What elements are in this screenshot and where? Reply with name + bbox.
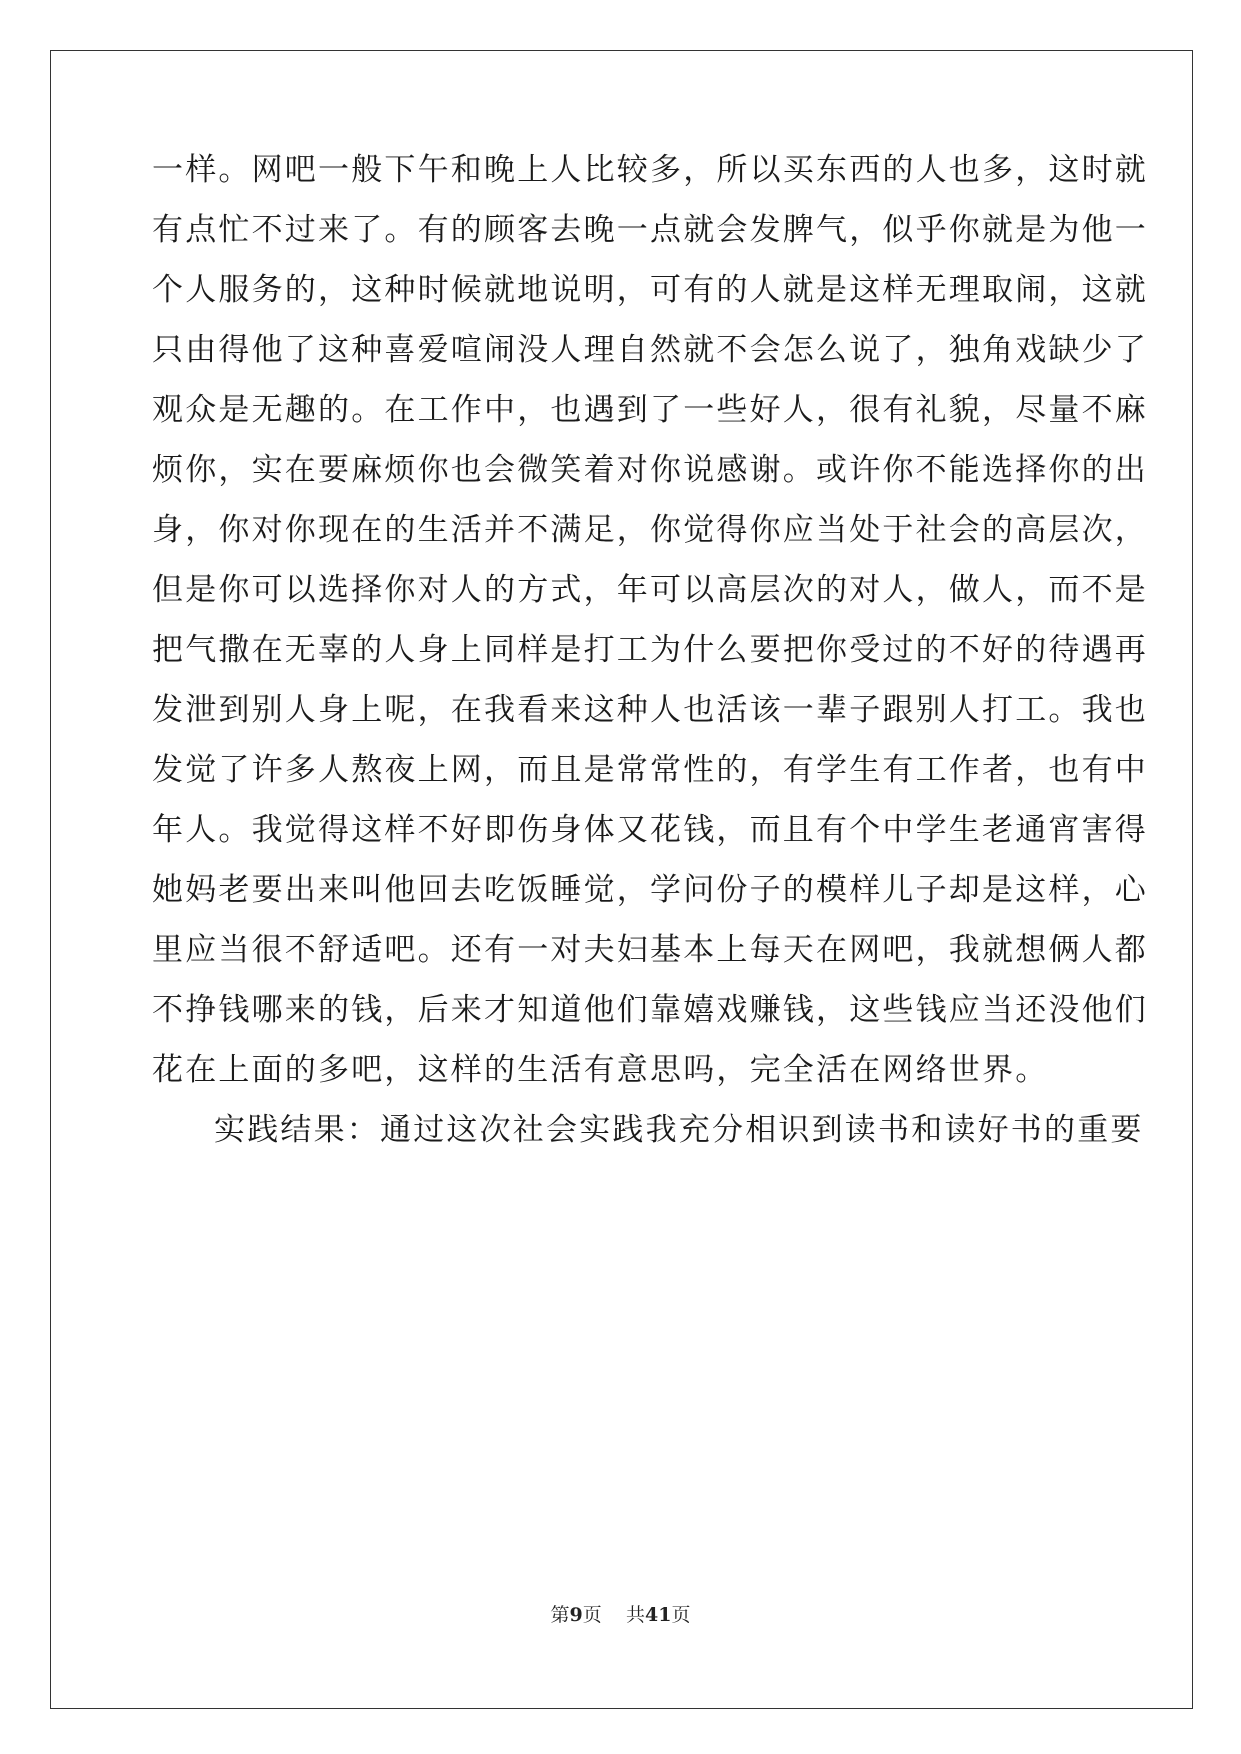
text-line: 发泄到别人身上呢，在我看来这种人也活该一辈子跟别人打工。我也: [152, 692, 1148, 728]
text-line: 观众是无趣的。在工作中，也遇到了一些好人，很有礼貌，尽量不麻: [152, 392, 1148, 428]
page-number: 9: [569, 1604, 583, 1626]
text-line: 但是你可以选择你对人的方式，年可以高层次的对人，做人，而不是: [152, 572, 1148, 608]
page-unit: 页: [582, 1604, 602, 1626]
total-unit: 页: [671, 1604, 691, 1626]
text-line: 有点忙不过来了。有的顾客去晚一点就会发脾气，似乎你就是为他一: [152, 212, 1148, 248]
text-line: 年人。我觉得这样不好即伤身体又花钱，而且有个中学生老通宵害得: [152, 812, 1148, 848]
text-line: 里应当很不舒适吧。还有一对夫妇基本上每天在网吧，我就想俩人都: [152, 932, 1148, 968]
text-line: 只由得他了这种喜爱喧闹没人理自然就不会怎么说了，独角戏缺少了: [152, 332, 1148, 368]
text-line: 花在上面的多吧，这样的生活有意思吗，完全活在网络世界。: [152, 1052, 1049, 1088]
text-line: 烦你，实在要麻烦你也会微笑着对你说感谢。或许你不能选择你的出: [152, 452, 1148, 488]
text-line-indented: 实践结果：通过这次社会实践我充分相识到读书和读好书的重要: [214, 1112, 1144, 1148]
text-line: 个人服务的，这种时候就地说明，可有的人就是这样无理取闹，这就: [152, 272, 1148, 308]
text-line: 身，你对你现在的生活并不满足，你觉得你应当处于社会的高层次，: [152, 512, 1148, 548]
total-prefix: 共: [625, 1604, 645, 1626]
page-footer: [0, 1600, 1241, 1627]
total-pages: 41: [644, 1604, 672, 1626]
page-prefix: 第: [550, 1604, 570, 1626]
text-line: 她妈老要出来叫他回去吃饭睡觉，学问份子的模样儿子却是这样，心: [152, 872, 1148, 908]
text-line: 不挣钱哪来的钱，后来才知道他们靠嬉戏赚钱，这些钱应当还没他们: [152, 992, 1148, 1028]
text-line: 一样。网吧一般下午和晚上人比较多，所以买东西的人也多，这时就: [152, 152, 1148, 188]
text-line: 发觉了许多人熬夜上网，而且是常常性的，有学生有工作者，也有中: [152, 752, 1148, 788]
text-line: 把气撒在无辜的人身上同样是打工为什么要把你受过的不好的待遇再: [152, 632, 1148, 668]
